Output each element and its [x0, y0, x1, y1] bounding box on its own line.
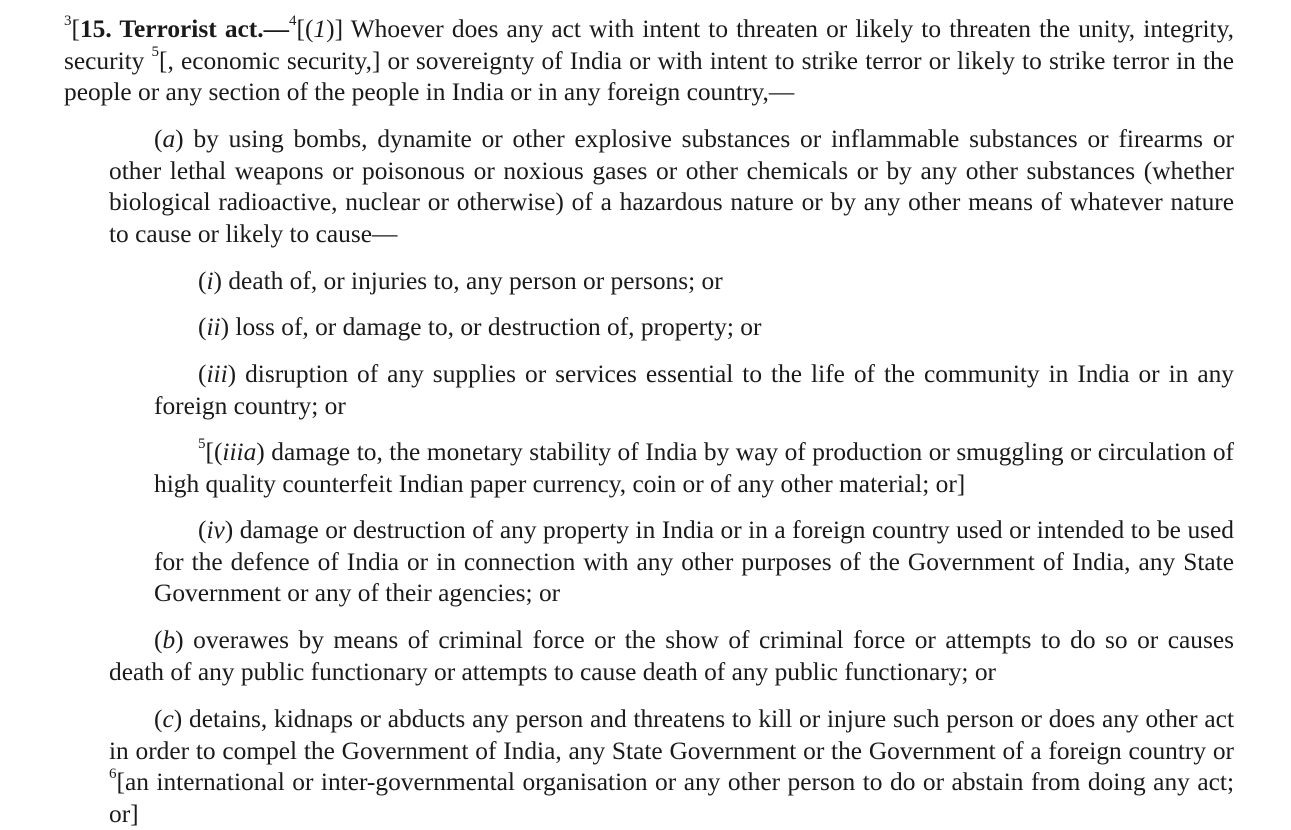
sub-clause-iiia-label: iiia	[222, 438, 257, 466]
section-15-intro	[64, 14, 1234, 109]
sub-clause-iii-label: iii	[206, 360, 228, 388]
clause-a-label: a	[162, 125, 176, 153]
sub-clause-iv	[154, 515, 1234, 610]
sub-iv-paren-open: (	[198, 516, 207, 544]
sub-clause-iv-label: iv	[206, 516, 225, 544]
sub-clause-iiia	[154, 437, 1234, 500]
clause-a	[109, 124, 1234, 250]
sub-clause-ii-label: ii	[206, 313, 221, 341]
clause-a-paren-open: (	[154, 125, 163, 153]
section-heading: 15. Terrorist act.	[79, 15, 264, 43]
clause-c-label: c	[162, 705, 174, 733]
sub-clause-iv-text: damage or destruction of any property in India or in a foreign country used or intended to be used for the defence of India or in connection with any other purposes of the Government of India, any State Government or any of their agencies; or	[154, 516, 1234, 608]
sub-clause-iii	[154, 359, 1234, 422]
sub-iv-paren-close: )	[224, 516, 234, 544]
clause-c-text-a: detains, kidnaps or abducts any person and threatens to kill or injure such person or does any other act in order to compel the Government of India, any State Government or the Government of a foreign country or	[109, 705, 1234, 765]
sub-ii-paren-open: (	[198, 313, 207, 341]
clause-b	[109, 625, 1234, 688]
clause-c-paren-close: )	[173, 705, 183, 733]
footnote-ref-5-iiia[interactable]: 5	[198, 435, 206, 452]
sub-clause-ii	[198, 312, 1234, 344]
subsection-close: )]	[326, 15, 344, 43]
sub-clause-i-text: death of, or injuries to, any person or persons; or	[222, 267, 723, 295]
subsection-number: 1	[313, 15, 327, 43]
clause-c-paren-open: (	[154, 705, 163, 733]
sub-i-paren-close: )	[213, 267, 222, 295]
clause-a-text: by using bombs, dynamite or other explosive substances or inflammable substances or firearms or other lethal weapons or poisonous or noxious gases or other chemicals or by any other substances (whether biological radioactive, nuclear or otherwise) of a hazardous nature or by any other means of whatever nature to cause or likely to cause—	[109, 125, 1234, 248]
clause-b-text: overawes by means of criminal force or the show of criminal force or attempts to do so or causes death of any public functionary or attempts to cause death of any public functionary; or	[109, 626, 1234, 686]
clause-c	[109, 704, 1234, 830]
sub-iii-paren-open: (	[198, 360, 207, 388]
clause-b-paren-close: )	[175, 626, 184, 654]
clause-c-text-b: [an international or inter-governmental organisation or any other person to do or abstain from doing any act; or]	[109, 768, 1234, 828]
footnote-ref-4[interactable]: 4	[288, 12, 297, 29]
sub-clause-iiia-text: damage to, the monetary stability of India by way of production or smuggling or circulation of high quality counterfeit Indian paper currency, coin or of any other material; or]	[154, 438, 1234, 498]
sub-i-paren-open: (	[198, 267, 207, 295]
sub-clause-i	[198, 266, 1234, 298]
clause-b-label: b	[162, 626, 176, 654]
sub-ii-paren-close: )	[220, 313, 230, 341]
clause-b-paren-open: (	[154, 626, 163, 654]
section-intro-text-a: Whoever does any act with intent to threaten or likely to threaten the unity, integrity, security	[64, 15, 1234, 75]
sub-clause-i-label: i	[206, 267, 214, 295]
section-intro-text-b: [, economic security,] or sovereignty of India or with intent to strike terror or likely to strike terror in the people or any section of the people in India or in any foreign country,—	[64, 46, 1234, 107]
clause-a-paren-close: )	[175, 125, 184, 153]
sub-clause-ii-text: loss of, or damage to, or destruction of, property; or	[229, 313, 762, 341]
footnote-ref-5[interactable]: 5	[151, 44, 160, 61]
sub-iii-paren-close: )	[227, 360, 237, 388]
sub-clause-iii-text: disruption of any supplies or services essential to the life of the community in India or in any foreign country; or	[154, 360, 1234, 420]
sub-iiia-paren-open: [(	[205, 438, 223, 466]
subsection-open: [(	[296, 15, 314, 43]
footnote-ref-3[interactable]: 3	[64, 12, 72, 29]
bracket-open: [	[71, 15, 80, 43]
heading-dash: —	[263, 15, 289, 43]
footnote-ref-6[interactable]: 6	[109, 765, 117, 782]
sub-iiia-paren-close: )	[256, 438, 265, 466]
